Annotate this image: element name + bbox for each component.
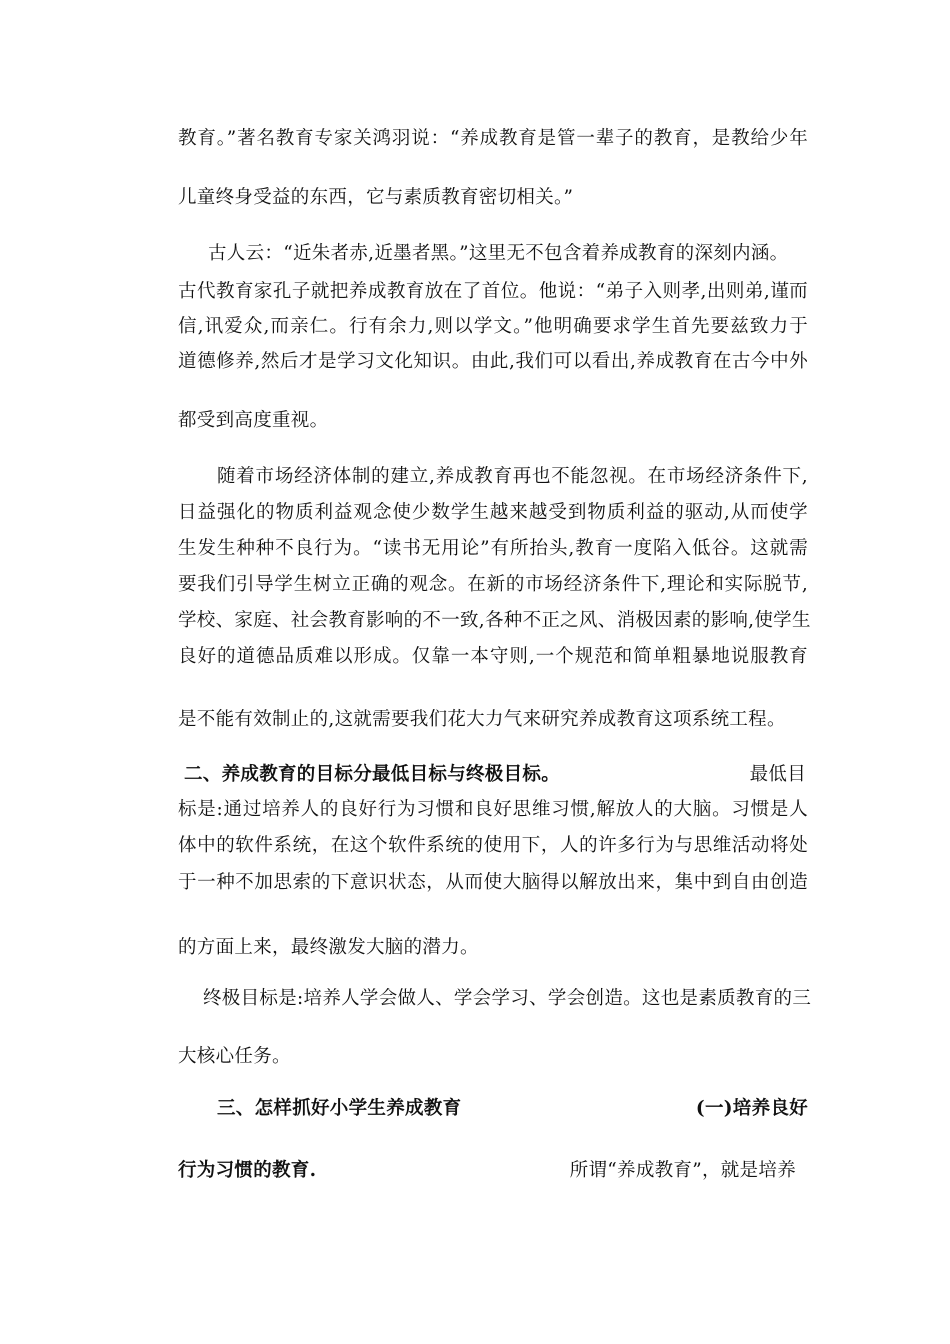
section-heading-tail: 最低目 [749,764,806,785]
text-line: 日益强化的物质利益观念使少数学生越来越受到物质利益的驱动,从而使学 [178,502,808,523]
text-line: 是不能有效制止的,这就需要我们花大力气来研究养成教育这项系统工程。 [178,709,786,730]
section-heading-row [217,1097,808,1121]
text-line: 于一种不加思索的下意识状态，从而使大脑得以解放出来，集中到自由创造 [178,872,808,893]
text-line: 的方面上来，最终激发大脑的潜力。 [178,937,479,958]
text-line: 随着市场经济体制的建立,养成教育再也不能忽视。在市场经济条件下, [217,466,808,487]
text-line: 大核心任务。 [178,1046,291,1067]
section-heading-row [184,763,806,787]
text-line: 古代教育家孔子就把养成教育放在了首位。他说：“弟子入则孝,出则弟,谨而 [178,281,808,302]
text-line: 儿童终身受益的东西，它与素质教育密切相关。” [178,187,574,208]
text-line: 生发生种种不良行为。“读书无用论”有所抬头,教育一度陷入低谷。这就需 [178,538,808,559]
text-line: 信,讯爱众,而亲仁。行有余力,则以学文。”他明确要求学生首先要兹致力于 [178,316,808,337]
section-heading-3: 三、怎样抓好小学生养成教育 [217,1098,462,1119]
text-line: 教育。”著名教育专家关鸿羽说：“养成教育是管一辈子的教育，是教给少年 [178,128,808,149]
subsection-heading-start: (一)培养良好 [695,1098,808,1119]
subsection-heading-end: 行为习惯的教育. [178,1160,317,1181]
text-line: 要我们引导学生树立正确的观念。在新的市场经济条件下,理论和实际脱节, [178,574,808,595]
text-line: 都受到高度重视。 [178,410,329,431]
text-line: 所谓“养成教育”，就是培养 [569,1160,796,1181]
text-line: 体中的软件系统，在这个软件系统的使用下，人的许多行为与思维活动将处 [178,835,808,856]
text-line: 终极目标是:培养人学会做人、学会学习、学会创造。这也是素质教育的三 [203,988,812,1009]
text-line: 标是:通过培养人的良好行为习惯和良好思维习惯,解放人的大脑。习惯是人 [178,799,808,820]
subsection-row [178,1159,796,1183]
text-line: 良好的道德品质难以形成。仅靠一本守则,一个规范和简单粗暴地说服教育 [178,646,808,667]
section-heading-2: 二、养成教育的目标分最低目标与终极目标。 [184,764,561,785]
text-line: 学校、家庭、社会教育影响的不一致,各种不正之风、消极因素的影响,使学生 [178,610,811,631]
text-line: 道德修养,然后才是学习文化知识。由此,我们可以看出,养成教育在古今中外 [178,351,808,372]
text-line: 古人云：“近朱者赤,近墨者黑。”这里无不包含着养成教育的深刻内涵。 [208,243,789,264]
